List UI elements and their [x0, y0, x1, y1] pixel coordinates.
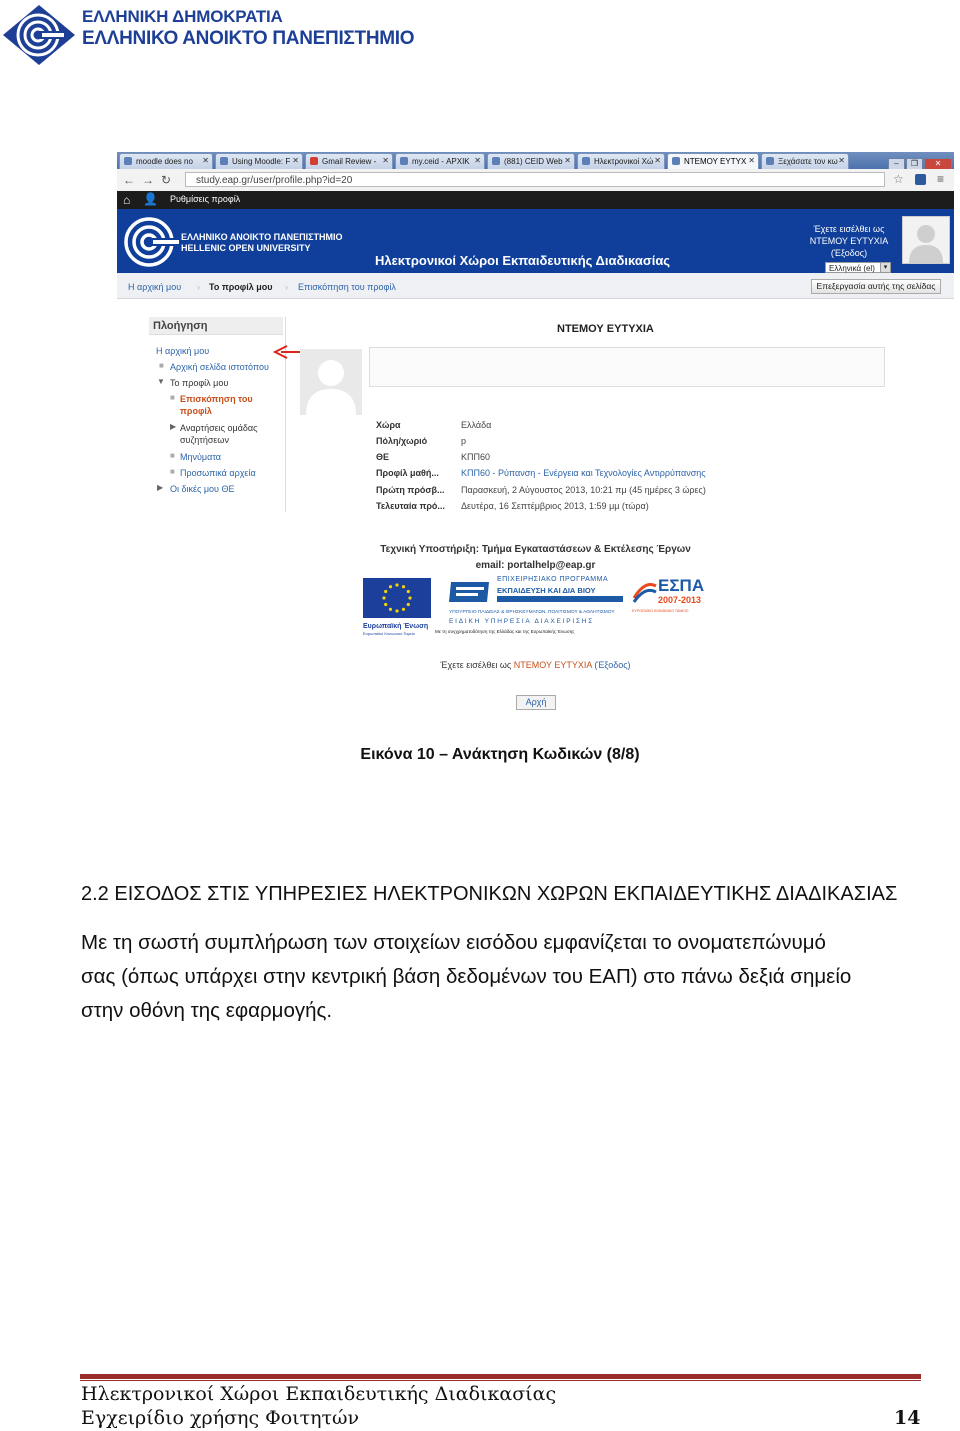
profile-description-box — [369, 347, 885, 387]
espa-title: ΕΣΠΑ — [658, 576, 705, 595]
nav-item-my-courses[interactable]: Οι δικές μου ΘΕ — [170, 484, 235, 494]
login-user-link[interactable]: ΝΤΕΜΟΥ ΕΥΤΥΧΙΑ — [809, 236, 889, 246]
moodle-top-bar — [117, 191, 954, 209]
back-arrow-icon[interactable]: ← — [123, 173, 135, 187]
ep-cofinance: Με τη συγχρηματοδότηση της Ελλάδας και της Ευρωπαϊκής Ένωσης — [435, 629, 575, 634]
breadcrumb-separator-icon: › — [197, 282, 200, 292]
field-label-country: Χώρα — [376, 420, 401, 430]
support-department: Τεχνική Υποστήριξη: Τμήμα Εγκαταστάσεων & Εκτέλεσης Έργων — [380, 544, 691, 555]
forward-arrow-icon[interactable]: → — [142, 173, 154, 187]
field-value-course-profiles[interactable]: ΚΠΠ60 - Ρύπανση - Ενέργεια και Τεχνολογίες Αντιρρύπανσης — [461, 468, 706, 478]
header-republic-text: ΕΛΛΗΝΙΚΗ ΔΗΜΟΚΡΑΤΙΑ — [82, 7, 283, 26]
profile-name-heading: ΝΤΕΜΟΥ ΕΥΤΥΧΙΑ — [557, 323, 654, 335]
ep-stripe — [497, 596, 623, 602]
nav-bullet-icon: ■ — [159, 361, 164, 370]
ep-ministry: ΥΠΟΥΡΓΕΙΟ ΠΑΙΔΕΙΑΣ & ΘΡΗΣΚΕΥΜΑΤΩΝ, ΠΟΛΙΤΙΣΜΟΥ & ΑΘΛΗΤΙΣΜΟΥ — [449, 610, 615, 615]
browser-tab[interactable] — [761, 153, 849, 169]
tab-favicon-icon — [492, 157, 500, 165]
nav-item-forum-posts-2[interactable]: συζητήσεων — [180, 435, 229, 445]
nav-bullet-icon: ■ — [170, 393, 175, 402]
tab-close-icon[interactable]: ✕ — [292, 156, 299, 165]
eu-sublabel: Ευρωπαϊκό Κοινωνικό Ταμείο — [363, 631, 415, 636]
university-name-english: HELLENIC OPEN UNIVERSITY — [181, 243, 311, 253]
footer-logout-link[interactable]: (Έξοδος) — [594, 660, 631, 670]
url-field[interactable]: study.eap.gr/user/profile.php?id=20 — [185, 172, 885, 187]
nav-bullet-icon: ■ — [170, 467, 175, 476]
tab-label: my.ceid - ΑΡΧΙΚ — [412, 157, 470, 166]
extension-icon[interactable] — [915, 174, 926, 185]
tab-close-icon[interactable]: ✕ — [474, 156, 481, 165]
nav-item-my-profile[interactable]: Το προφίλ μου — [170, 378, 229, 388]
tab-label: (881) CEID Web — [504, 157, 563, 166]
field-label-course-profiles: Προφίλ μαθή... — [376, 468, 439, 478]
tab-label: ΝΤΕΜΟΥ ΕΥΤΥΧ — [684, 157, 747, 166]
user-icon[interactable]: 👤 — [143, 192, 158, 206]
language-value: Ελληνικά (el) — [829, 264, 875, 273]
breadcrumb-my-home[interactable]: Η αρχική μου — [128, 282, 182, 292]
field-label-first-access: Πρώτη πρόσβ... — [376, 485, 445, 495]
footer-login-info — [117, 660, 954, 670]
profile-settings-link[interactable]: Ρυθμίσεις προφίλ — [170, 194, 241, 204]
minimize-icon[interactable]: – — [888, 158, 905, 171]
footer-subtitle: Εγχειρίδιο χρήσης Φοιτητών — [81, 1407, 360, 1429]
close-window-icon[interactable]: ✕ — [924, 158, 952, 171]
eu-flag-icon — [363, 578, 431, 618]
breadcrumb-my-profile[interactable]: Το προφίλ μου — [209, 282, 273, 292]
header-university-text: ΕΛΛΗΝΙΚΟ ΑΝΟΙΚΤΟ ΠΑΝΕΠΙΣΤΗΜΙΟ — [82, 28, 415, 49]
document-header — [0, 0, 960, 70]
nav-item-my-home[interactable]: Η αρχική μου — [156, 346, 210, 356]
body-paragraph — [81, 926, 941, 1028]
section-heading: 2.2 ΕΙΣΟΔΟΣ ΣΤΙΣ ΥΠΗΡΕΣΙΕΣ ΗΛΕΚΤΡΟΝΙΚΩΝ ΧΩΡΩΝ ΕΚΠΑΙΔΕΥΤΙΚΗΣ ΔΙΑΔΙΚΑΣΙΑΣ — [81, 883, 898, 905]
login-prefix: Έχετε εισέλθει ως — [813, 224, 885, 234]
tab-close-icon[interactable]: ✕ — [564, 156, 571, 165]
login-info — [789, 223, 909, 259]
profile-avatar-icon — [300, 349, 362, 415]
bookmark-star-icon[interactable]: ☆ — [893, 172, 904, 186]
browser-tab-active[interactable] — [667, 153, 759, 169]
field-label-city: Πόλη/χωριό — [376, 436, 428, 446]
breadcrumb-separator-icon: › — [285, 282, 288, 292]
body-line: σας (όπως υπάρχει στην κεντρική βάση δεδομένων του ΕΑΠ) στο πάνω δεξιά σημείο — [81, 965, 852, 988]
nav-bullet-icon: ■ — [170, 451, 175, 460]
espa-subtitle: ΕΥΡΩΠΑΪΚΟ ΚΟΙΝΩΝΙΚΟ ΤΑΜΕΙΟ — [632, 609, 689, 613]
tab-close-icon[interactable]: ✕ — [202, 156, 209, 165]
user-avatar-icon[interactable] — [902, 216, 950, 264]
field-value-last-access: Δευτέρα, 16 Σεπτέμβριος 2013, 1:59 μμ (τώρα) — [461, 501, 649, 511]
nav-item-site-home[interactable]: Αρχική σελίδα ιστοτόπου — [170, 362, 269, 372]
espa-emblem-icon — [632, 578, 658, 604]
field-label-course-module: ΘΕ — [376, 452, 390, 462]
ep-title-1: ΕΠΙΧΕΙΡΗΣΙΑΚΟ ΠΡΟΓΡΑΜΜΑ — [497, 576, 609, 583]
tab-favicon-icon — [124, 157, 132, 165]
browser-tab[interactable] — [577, 153, 665, 169]
browser-tab[interactable] — [215, 153, 303, 169]
browser-screenshot — [117, 152, 954, 717]
tab-close-icon[interactable]: ✕ — [838, 156, 845, 165]
nav-item-profile-overview[interactable]: Επισκόπηση του — [180, 394, 253, 404]
edit-page-button[interactable]: Επεξεργασία αυτής της σελίδας — [811, 279, 941, 294]
tab-favicon-icon — [220, 157, 228, 165]
espa-logo — [632, 576, 712, 620]
espa-years: 2007-2013 — [658, 595, 702, 605]
tab-close-icon[interactable]: ✕ — [654, 156, 661, 165]
site-title: Ηλεκτρονικοί Χώροι Εκπαιδευτικής Διαδικασίας — [375, 253, 671, 268]
field-value-country: Ελλάδα — [461, 420, 492, 430]
dropdown-arrow-icon: ▾ — [880, 263, 890, 272]
tab-close-icon[interactable]: ✕ — [382, 156, 389, 165]
browser-tab[interactable] — [305, 153, 393, 169]
tab-favicon-icon — [766, 157, 774, 165]
tab-favicon-icon — [582, 157, 590, 165]
browser-tab-bar — [117, 152, 954, 169]
footer-login-user-link[interactable]: ΝΤΕΜΟΥ ΕΥΤΥΧΙΑ — [513, 660, 592, 670]
footer-rule — [80, 1374, 921, 1379]
tab-label: Gmail Review - — [322, 157, 377, 166]
page-number: 14 — [894, 1407, 921, 1429]
footer-title: Ηλεκτρονικοί Χώροι Εκπαιδευτικής Διαδικασίας — [81, 1383, 557, 1405]
home-icon[interactable]: ⌂ — [123, 193, 131, 207]
nav-item-messages[interactable]: Μηνύματα — [180, 452, 221, 462]
navigation-block — [149, 317, 286, 512]
field-value-course-module: ΚΠΠ60 — [461, 452, 491, 462]
tab-label: moodle does no — [136, 157, 193, 166]
field-value-first-access: Παρασκευή, 2 Αύγουστος 2013, 10:21 πμ (45 ημέρες 3 ώρες) — [461, 485, 706, 495]
ep-emblem-icon — [447, 578, 493, 606]
eu-label: Ευρωπαϊκή Ένωση — [363, 623, 429, 630]
browser-tab[interactable] — [119, 153, 213, 169]
nav-item-forum-posts[interactable]: Αναρτήσεις ομάδας — [180, 423, 258, 433]
ep-service: ΕΙΔΙΚΗ ΥΠΗΡΕΣΙΑ ΔΙΑΧΕΙΡΙΣΗΣ — [449, 618, 595, 625]
education-programme-logo — [435, 576, 623, 638]
collapsed-arrow-icon[interactable]: ▶ — [170, 422, 177, 431]
field-label-last-access: Τελευταία πρό... — [376, 501, 445, 511]
nav-item-profile-overview-2[interactable]: προφίλ — [180, 406, 212, 416]
eu-logo — [363, 578, 431, 636]
expanded-arrow-icon[interactable]: ▼ — [157, 377, 165, 386]
browser-tab[interactable] — [395, 153, 485, 169]
address-bar-row — [117, 169, 954, 192]
university-name-greek: ΕΛΛΗΝΙΚΟ ΑΝΟΙΚΤΟ ΠΑΝΕΠΙΣΤΗΜΙΟ — [181, 232, 343, 242]
figure-caption: Εικόνα 10 – Ανάκτηση Κωδικών (8/8) — [360, 746, 640, 763]
tab-favicon-icon — [672, 157, 680, 165]
navigation-title: Πλοήγηση — [149, 317, 283, 335]
home-button[interactable]: Αρχή — [516, 695, 556, 710]
maximize-icon[interactable]: ❐ — [906, 158, 923, 171]
body-line: στην οθόνη της εφαρμογής. — [81, 999, 333, 1022]
language-select[interactable] — [825, 262, 891, 273]
collapsed-arrow-icon[interactable]: ▶ — [157, 483, 164, 492]
window-controls — [887, 153, 952, 166]
field-value-city: p — [461, 436, 467, 446]
browser-tab[interactable] — [487, 153, 575, 169]
ep-title-2: ΕΚΠΑΙΔΕΥΣΗ ΚΑΙ ΔΙΑ ΒΙΟΥ — [497, 586, 596, 595]
support-email[interactable]: email: portalhelp@eap.gr — [475, 560, 596, 571]
nav-item-private-files[interactable]: Προσωπικά αρχεία — [180, 468, 256, 478]
support-info — [117, 542, 954, 574]
tab-favicon-icon — [310, 157, 318, 165]
tab-favicon-icon — [400, 157, 408, 165]
tab-close-icon[interactable]: ✕ — [748, 156, 755, 165]
logout-link[interactable]: (Έξοδος) — [830, 248, 868, 258]
body-line: Με τη σωστή συμπλήρωση των στοιχείων εισόδου εμφανίζεται το ονοματεπώνυμό — [81, 931, 826, 954]
tab-label: Ξεχάσατε τον κω — [778, 157, 838, 166]
university-logo-icon — [2, 4, 76, 66]
tab-label: Ηλεκτρονικοί Χώ — [594, 157, 654, 166]
browser-menu-icon[interactable]: ≡ — [937, 172, 945, 186]
tab-label: Using Moodle: F — [232, 157, 291, 166]
moodle-banner — [117, 209, 954, 273]
breadcrumb — [117, 273, 954, 299]
footer-login-prefix: Έχετε εισέλθει ως — [440, 660, 512, 670]
footer-rule-thin — [80, 1380, 921, 1381]
eap-logo-icon — [119, 215, 181, 269]
breadcrumb-profile-overview[interactable]: Επισκόπηση του προφίλ — [298, 282, 396, 292]
reload-icon[interactable]: ↻ — [161, 173, 172, 187]
